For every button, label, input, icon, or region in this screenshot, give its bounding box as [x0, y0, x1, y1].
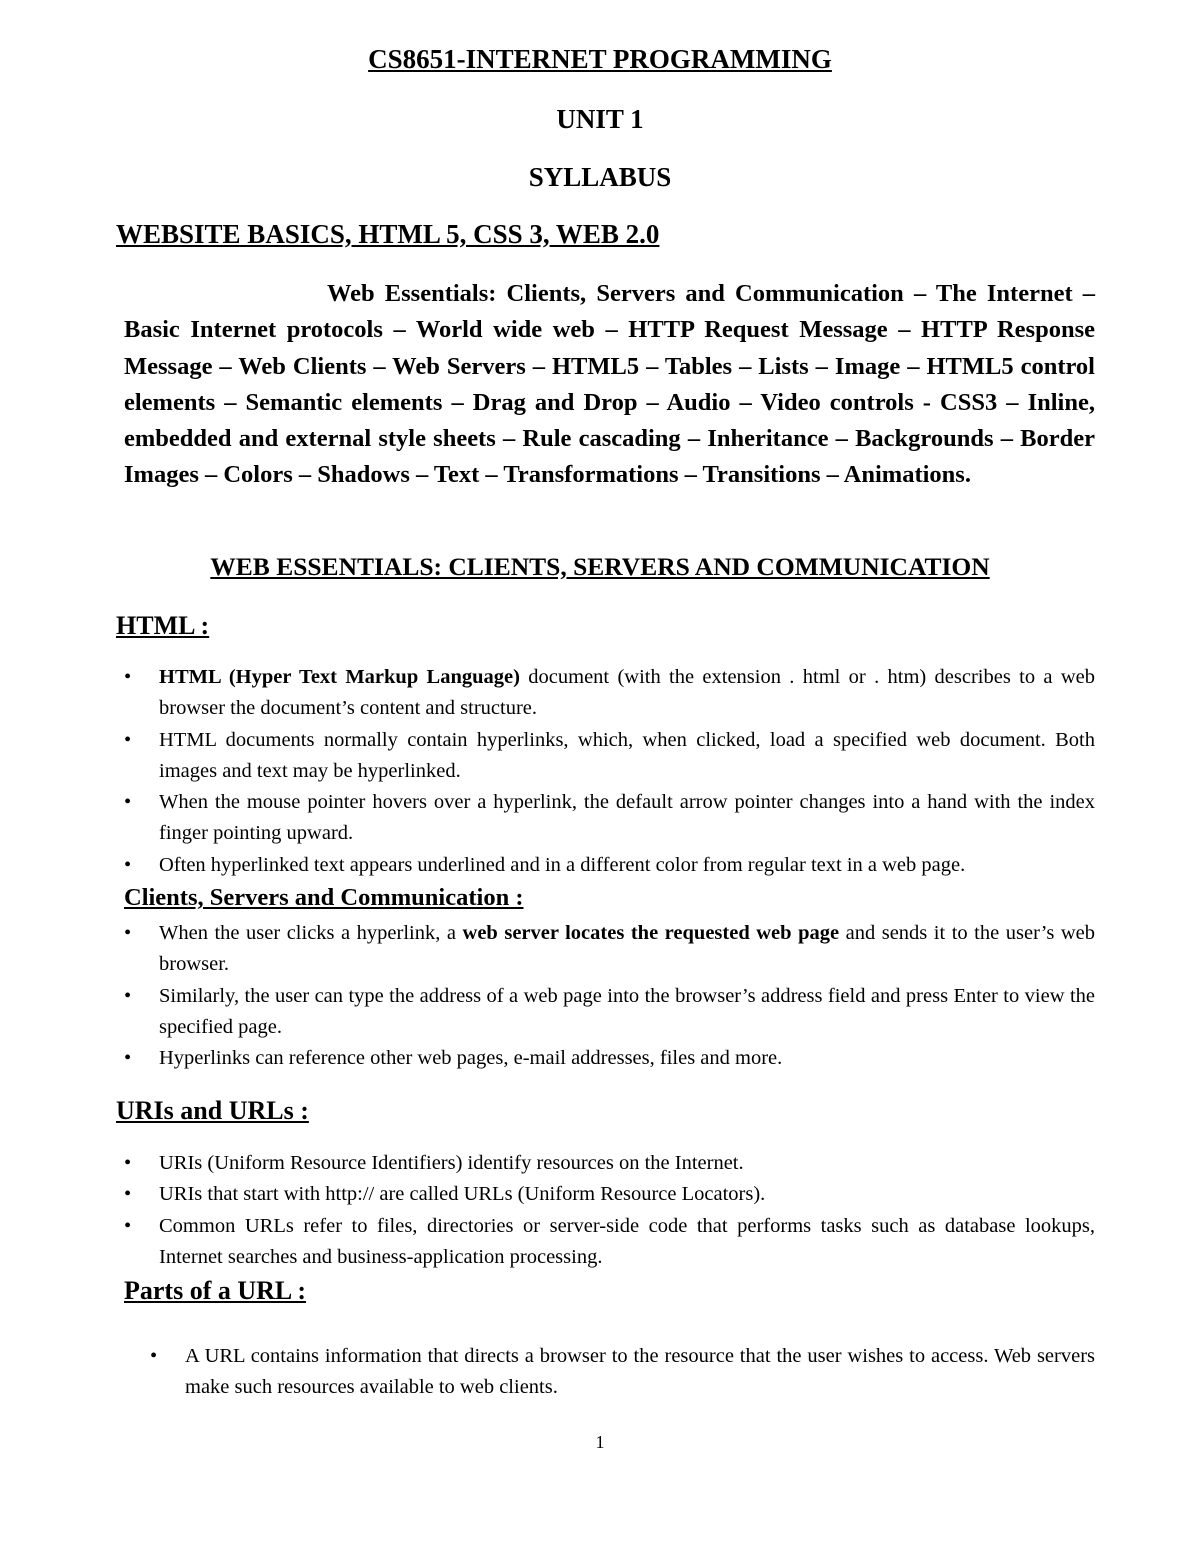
unit-topic-heading: WEBSITE BASICS, HTML 5, CSS 3, WEB 2.0	[116, 219, 660, 249]
page-number: 1	[595, 1432, 605, 1452]
list-item	[150, 1341, 1095, 1404]
bullet-icon: •	[124, 1047, 132, 1070]
bullet-icon: •	[124, 853, 132, 876]
list-item-text: document (with the extension . html or . htm) describes to a web browser the document’s content and structure.	[159, 666, 1096, 720]
list-item-text: When the mouse pointer hovers over a hyperlink, the default arrow pointer changes into a hand with the index finger pointing upward.	[159, 791, 1095, 845]
list-item-text: Common URLs refer to files, directories or server-side code that performs tasks such as database lookups, Internet searches and business-application processing.	[159, 1214, 1095, 1268]
list-item-text: HTML documents normally contain hyperlinks, which, when clicked, load a specified web document. Both images and text may be hyperlinked.	[159, 728, 1095, 782]
bullet-icon: •	[124, 791, 132, 814]
bullet-icon: •	[124, 1152, 132, 1174]
list-item	[124, 1179, 1095, 1210]
list-item-text: URIs that start with http:// are called URLs (Uniform Resource Locators).	[159, 1183, 766, 1206]
list-item	[124, 1211, 1095, 1274]
list-item	[124, 725, 1095, 788]
syllabus-paragraph: Web Essentials: Clients, Servers and Communication – The Internet – Basic Internet protocols – World wide web – HTTP Request Message – HTTP Response Message – Web Clients – Web Servers – HTML5 – Tables – Lists – Image – HTML5 control elements – Semantic elements – Drag and Drop – Audio – Video controls - CSS3 – Inline, embedded and external style sheets – Rule cascading – Inheritance – Backgrounds – Border Images – Colors – Shadows – Text – Transformations – Transitions – Animations.	[124, 280, 1095, 489]
bullet-icon: •	[124, 984, 132, 1007]
bullet-icon: •	[124, 728, 132, 751]
bullet-icon: •	[150, 1345, 158, 1367]
html-definition-term: HTML (Hyper Text Markup Language)	[159, 666, 520, 688]
list-item-text: A URL contains information that directs a browser to the resource that the user wishes to access. Web servers make such resources available to web clients.	[185, 1345, 1095, 1399]
list-item-text: Similarly, the user can type the address of a web page into the browser’s address field and press Enter to view the specified page.	[159, 984, 1095, 1038]
bullet-icon: •	[124, 1214, 132, 1237]
html-bullet-list	[124, 662, 1095, 881]
uris-urls-list	[124, 1148, 1095, 1273]
list-item	[124, 918, 1095, 981]
emphasis-text: web server locates the requested web page	[462, 922, 840, 944]
list-item	[124, 1148, 1095, 1179]
list-item-text: Often hyperlinked text appears underlined and in a different color from regular text in a web page.	[159, 853, 966, 876]
list-item	[124, 662, 1095, 725]
list-item-text: and sends it to the user’s web browser.	[159, 922, 1096, 976]
list-item-text: Hyperlinks can reference other web pages, e-mail addresses, files and more.	[159, 1047, 783, 1070]
html-heading: HTML :	[116, 611, 210, 640]
clients-servers-heading: Clients, Servers and Communication :	[124, 884, 524, 911]
course-title: CS8651-INTERNET PROGRAMMING	[368, 44, 832, 74]
syllabus-heading: SYLLABUS	[528, 162, 672, 192]
list-item-text: URIs (Uniform Resource Identifiers) identify resources on the Internet.	[159, 1152, 744, 1174]
list-item	[124, 850, 1095, 881]
unit-heading: UNIT 1	[556, 104, 644, 134]
bullet-icon: •	[124, 666, 132, 688]
bullet-icon: •	[124, 922, 132, 944]
clients-servers-list	[124, 918, 1095, 1074]
uris-urls-heading: URIs and URLs :	[116, 1096, 309, 1125]
url-parts-list	[150, 1341, 1095, 1404]
url-parts-heading: Parts of a URL :	[124, 1276, 306, 1305]
section-title: WEB ESSENTIALS: CLIENTS, SERVERS AND COMMUNICATION	[210, 552, 990, 581]
list-item	[124, 981, 1095, 1044]
list-item-text: When the user clicks a hyperlink, a	[159, 922, 463, 944]
list-item	[124, 787, 1095, 850]
bullet-icon: •	[124, 1183, 132, 1206]
list-item	[124, 1043, 1095, 1074]
